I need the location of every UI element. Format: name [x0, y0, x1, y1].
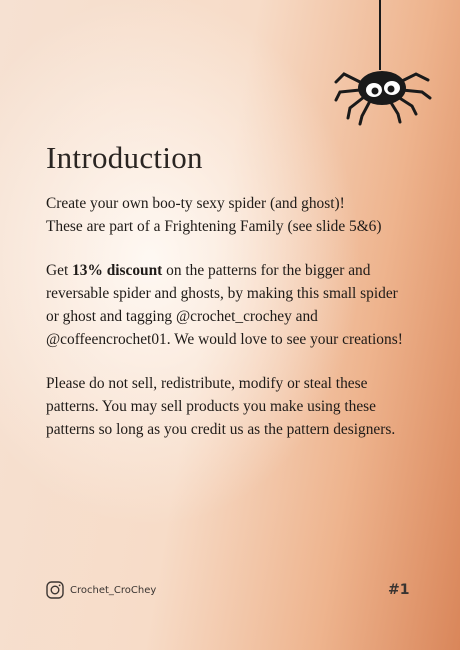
intro-paragraph: [46, 192, 426, 238]
discount-paragraph: [46, 259, 426, 351]
body-text: [46, 192, 426, 462]
instagram-handle[interactable]: [46, 580, 156, 600]
text-line: patterns. You may sell products you make using these: [46, 398, 377, 415]
text-fragment: Get: [46, 262, 73, 279]
instagram-icon: [46, 581, 64, 599]
text-fragment: on the patterns for the bigger and: [162, 262, 371, 279]
text-line: @coffeencrochet01. We would love to see your creations!: [46, 331, 403, 348]
terms-paragraph: [46, 372, 426, 441]
text-line: reversable spider and ghosts, by making this small spider: [46, 285, 398, 302]
page-number: #1: [388, 582, 410, 598]
text-line: patterns so long as you credit us as the pattern designers.: [46, 421, 396, 438]
page-title: Introduction: [46, 140, 203, 175]
handle-text: Crochet_CroChey: [70, 584, 157, 596]
spider-icon: [330, 0, 440, 130]
text-line: or ghost and tagging @crochet_crochey and: [46, 308, 318, 325]
text-line: Please do not sell, redistribute, modify or steal these: [46, 375, 368, 392]
discount-highlight: 13% discount: [72, 262, 163, 279]
text-line: [46, 259, 426, 282]
text-line: These are part of a Frightening Family (see slide 5&6): [46, 218, 382, 235]
text-line: Create your own boo-ty sexy spider (and ghost)!: [46, 195, 345, 212]
